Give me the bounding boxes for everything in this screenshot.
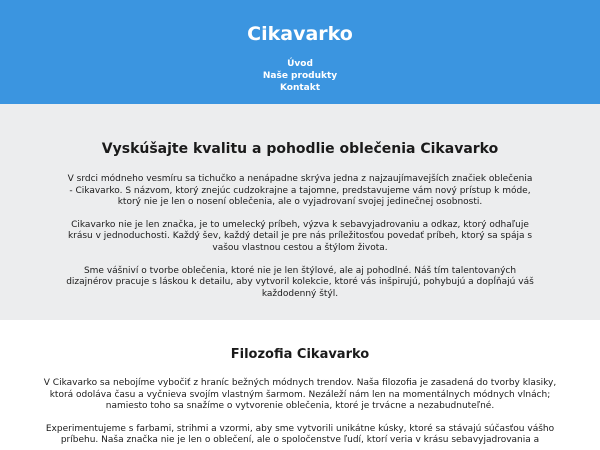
intro-paragraph-1: V srdci módneho vesmíru sa tichučko a nenápadne skrýva jedna z najzaujímavejších značiek oblečenia - Cikavarko. S názvom, ktorý znejúc cudzokrajne a tajomne, predstavujeme vám nový prístup k móde, ktorý nie je len o nosení oblečenia, ale o vyjadrovaní svojej jedinečnej osobnosti.: [67, 174, 533, 208]
site-title: Cikavarko: [247, 23, 353, 45]
philosophy-paragraph-1: V Cikavarko sa nebojíme vybočiť z hraníc bežných módnych trendov. Naša filozofia je zasadená do tvorby klasiky, ktorá odoláva času a vyčnieva svojím vlastným šarmom. Nezáleží nám len na momentálnych módnych vlnách; namiesto toho sa snažíme o vytvorenie oblečenia, ktoré je trvácne a nezabudnuteľné.: [43, 378, 557, 412]
philosophy-paragraph-2: Experimentujeme s farbami, strihmi a vzormi, aby sme vytvorili unikátne kúsky, ktoré sa stávajú súčasťou vášho príbehu. Naša značka nie je len o oblečení, ale o spoločenstve ľudí, ktorí veria v krásu sebavyjadrovania a: [45, 423, 555, 446]
intro-section: [0, 104, 600, 320]
philosophy-section: [0, 320, 600, 447]
nav-link-products[interactable]: Naše produkty: [262, 71, 338, 81]
nav-link-uvod[interactable]: Úvod: [287, 59, 313, 69]
nav-link-contact[interactable]: Kontakt: [279, 83, 321, 93]
site-header: [0, 0, 600, 104]
intro-paragraph-2: Cikavarko nie je len značka, je to umelecký príbeh, výzva k sebavyjadrovaniu a odkaz, ktorý odhaľuje krásu v jednoduchosti. Každý šev, každý detail je pre nás príležitosťou povedať príbeh, ktorý sa spája s vašou vlastnou cestou a štýlom života.: [67, 219, 533, 253]
intro-paragraph-3: Sme vášniví o tvorbe oblečenia, ktoré nie je len štýlové, ale aj pohodlné. Náš tím talentovaných dizajnérov pracuje s láskou k detailu, aby vytvoril kolekcie, ktoré vás inšpirujú, pohybujú a dopĺňajú váš každodenný štýl.: [66, 265, 534, 299]
main-nav: [0, 58, 600, 94]
intro-heading: Vyskúšajte kvalitu a pohodlie oblečenia Cikavarko: [101, 141, 499, 157]
philosophy-heading: Filozofia Cikavarko: [230, 347, 370, 362]
